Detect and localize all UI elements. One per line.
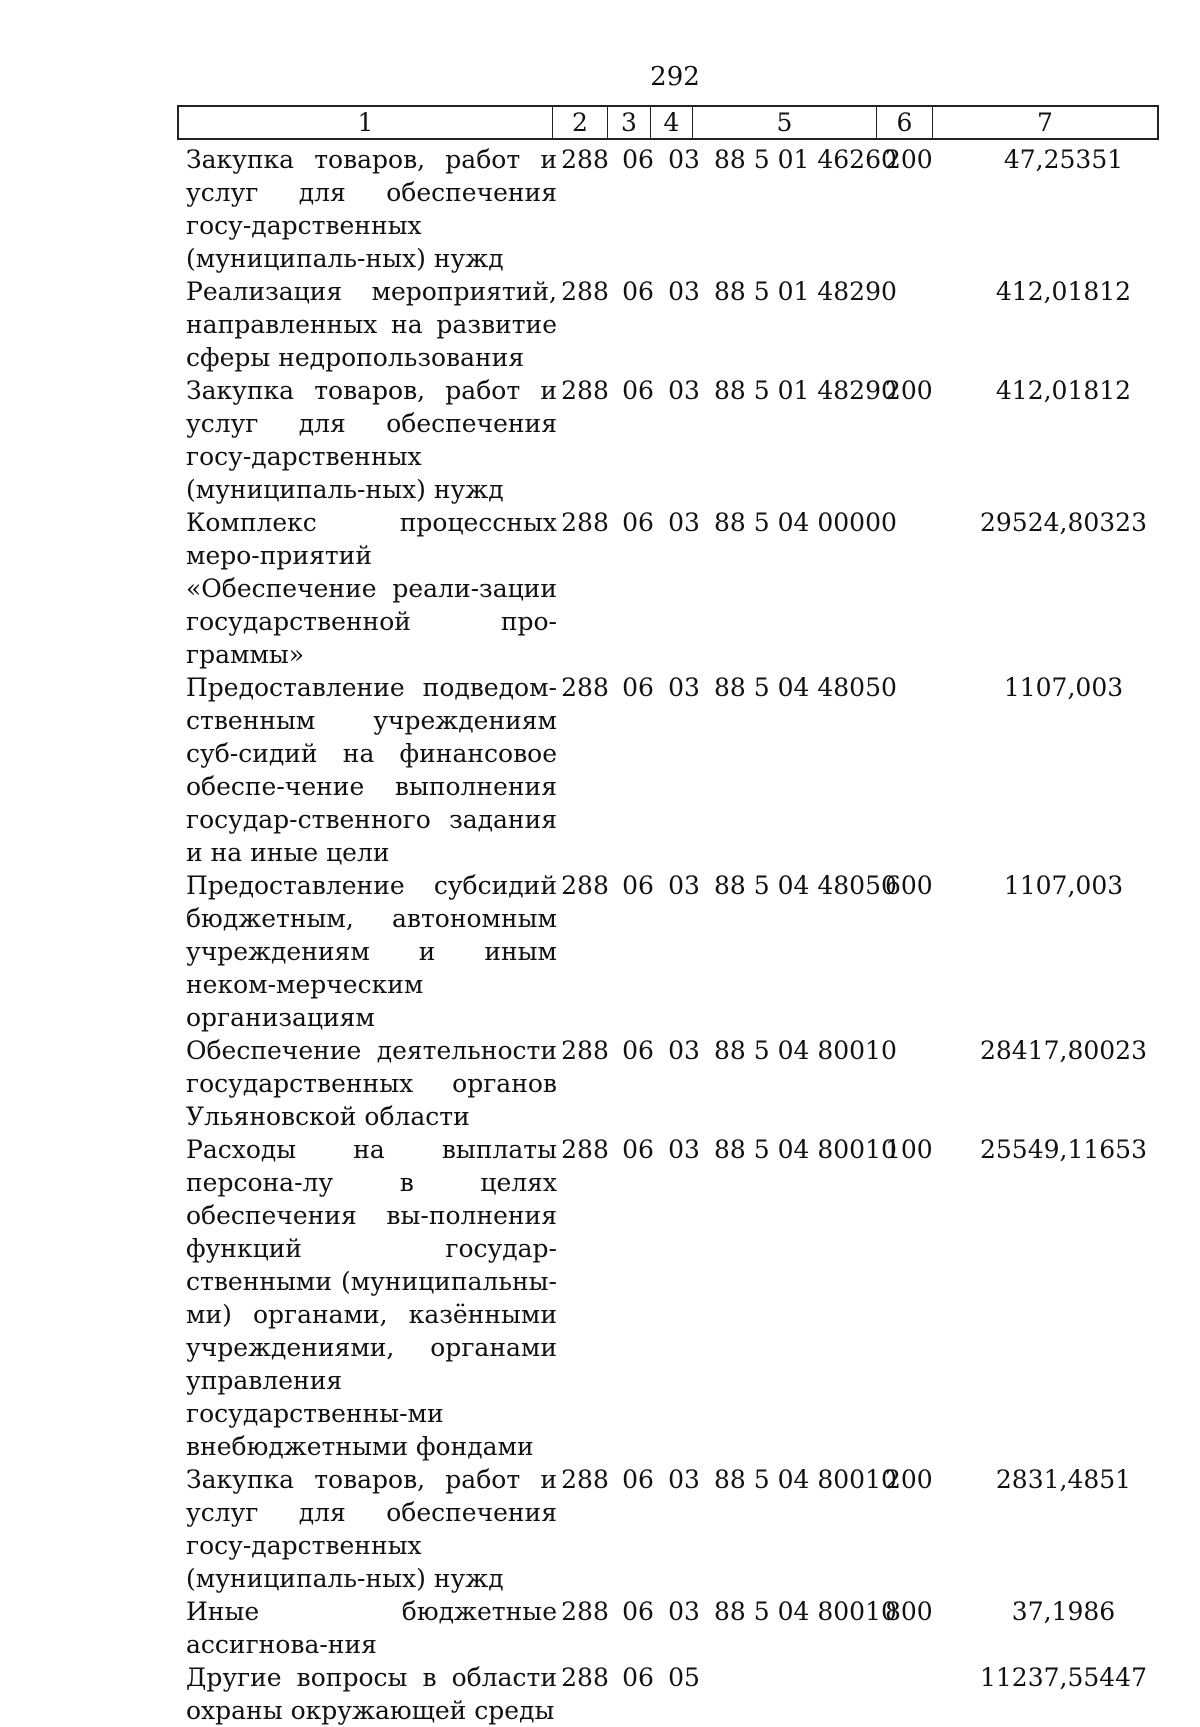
row-subsection: 05	[668, 1663, 700, 1692]
column-header: 2	[553, 107, 608, 138]
table-row	[186, 506, 1166, 671]
row-section: 06	[622, 673, 654, 702]
row-name: Комплекс процессных меро-приятий «Обеспечение реали-зации государственной про-граммы»	[186, 508, 557, 669]
row-subsection: 03	[668, 1036, 700, 1065]
column-header: 3	[608, 107, 651, 138]
row-subsection: 03	[668, 376, 700, 405]
row-amount: 2831,4851	[995, 1465, 1132, 1494]
table-row	[186, 671, 1166, 869]
row-section: 06	[622, 376, 654, 405]
row-amount: 47,25351	[1003, 145, 1124, 174]
row-subsection: 03	[668, 508, 700, 537]
row-section: 06	[622, 871, 654, 900]
row-name: Иные бюджетные ассигнова-ния	[186, 1597, 557, 1659]
row-section: 06	[622, 277, 654, 306]
row-amount: 1107,003	[1003, 871, 1124, 900]
table-row	[186, 1463, 1166, 1595]
row-target: 88 5 04 48050	[714, 871, 897, 900]
row-amount: 29524,80323	[979, 508, 1147, 537]
row-target: 88 5 01 48290	[714, 277, 897, 306]
row-subsection: 03	[668, 1135, 700, 1164]
row-code: 288	[561, 1663, 609, 1692]
row-section: 06	[622, 1663, 654, 1692]
row-name: Реализация мероприятий, направленных на развитие сферы недропользования	[186, 277, 557, 372]
table-row	[186, 1661, 1166, 1727]
column-header: 5	[693, 107, 877, 138]
row-amount: 28417,80023	[979, 1036, 1147, 1065]
row-target: 88 5 04 80010	[714, 1597, 897, 1626]
row-section: 06	[622, 1597, 654, 1626]
row-section: 06	[622, 145, 654, 174]
column-header: 1	[179, 107, 553, 138]
table-row	[186, 143, 1166, 275]
column-header: 4	[651, 107, 693, 138]
row-code: 288	[561, 673, 609, 702]
page-number: 292	[650, 62, 700, 92]
row-subsection: 03	[668, 277, 700, 306]
row-name: Предоставление субсидий бюджетным, автономным учреждениям и иным неком-мерческим организациям	[186, 871, 557, 1032]
table-row	[186, 1034, 1166, 1133]
row-amount: 412,01812	[995, 376, 1132, 405]
row-expense: 100	[885, 1135, 933, 1164]
row-amount: 25549,11653	[979, 1135, 1147, 1164]
row-name: Закупка товаров, работ и услуг для обеспечения госу-дарственных (муниципаль-ных) нужд	[186, 376, 557, 504]
row-code: 288	[561, 1036, 609, 1065]
row-expense: 800	[885, 1597, 933, 1626]
row-code: 288	[561, 1465, 609, 1494]
table-row	[186, 275, 1166, 374]
table-row	[186, 374, 1166, 506]
row-name: Закупка товаров, работ и услуг для обеспечения госу-дарственных (муниципаль-ных) нужд	[186, 145, 557, 273]
row-amount: 1107,003	[1003, 673, 1124, 702]
row-subsection: 03	[668, 673, 700, 702]
row-name: Закупка товаров, работ и услуг для обеспечения госу-дарственных (муниципаль-ных) нужд	[186, 1465, 557, 1593]
row-subsection: 03	[668, 1465, 700, 1494]
row-code: 288	[561, 1597, 609, 1626]
row-expense: 200	[885, 145, 933, 174]
table-row	[186, 1133, 1166, 1463]
row-code: 288	[561, 871, 609, 900]
column-header: 7	[1037, 108, 1053, 137]
row-name: Обеспечение деятельности государственных органов Ульяновской области	[186, 1036, 557, 1131]
table-header	[177, 105, 1159, 140]
row-code: 288	[561, 145, 609, 174]
row-code: 288	[561, 1135, 609, 1164]
row-section: 06	[622, 1465, 654, 1494]
row-target: 88 5 04 00000	[714, 508, 897, 537]
row-name: Расходы на выплаты персона-лу в целях обеспечения вы-полнения функций государ-ственными (муниципальны-ми) органами, казёнными учреждениями, органами управления государственны-ми внебюджетными фондами	[186, 1135, 557, 1461]
row-target: 88 5 04 80010	[714, 1135, 897, 1164]
row-amount: 412,01812	[995, 277, 1132, 306]
row-name: Другие вопросы в области охраны окружающей среды	[186, 1663, 557, 1725]
row-section: 06	[622, 508, 654, 537]
row-code: 288	[561, 508, 609, 537]
column-header: 6	[877, 107, 933, 138]
row-expense: 200	[885, 376, 933, 405]
row-code: 288	[561, 376, 609, 405]
table-body	[186, 143, 1166, 1727]
row-target: 88 5 04 80010	[714, 1036, 897, 1065]
row-target: 88 5 04 48050	[714, 673, 897, 702]
row-section: 06	[622, 1036, 654, 1065]
row-target: 88 5 01 48290	[714, 376, 897, 405]
row-expense: 600	[885, 871, 933, 900]
row-name: Предоставление подведом-ственным учреждениям суб-сидий на финансовое обеспе-чение выполнения государ-ственного задания и на иные цели	[186, 673, 557, 867]
row-amount: 11237,55447	[979, 1663, 1147, 1692]
row-subsection: 03	[668, 1597, 700, 1626]
table-row	[186, 869, 1166, 1034]
row-target: 88 5 04 80010	[714, 1465, 897, 1494]
row-section: 06	[622, 1135, 654, 1164]
row-amount: 37,1986	[1011, 1597, 1116, 1626]
row-expense: 200	[885, 1465, 933, 1494]
table-row	[186, 1595, 1166, 1661]
row-target: 88 5 01 46260	[714, 145, 897, 174]
row-code: 288	[561, 277, 609, 306]
row-subsection: 03	[668, 145, 700, 174]
row-subsection: 03	[668, 871, 700, 900]
